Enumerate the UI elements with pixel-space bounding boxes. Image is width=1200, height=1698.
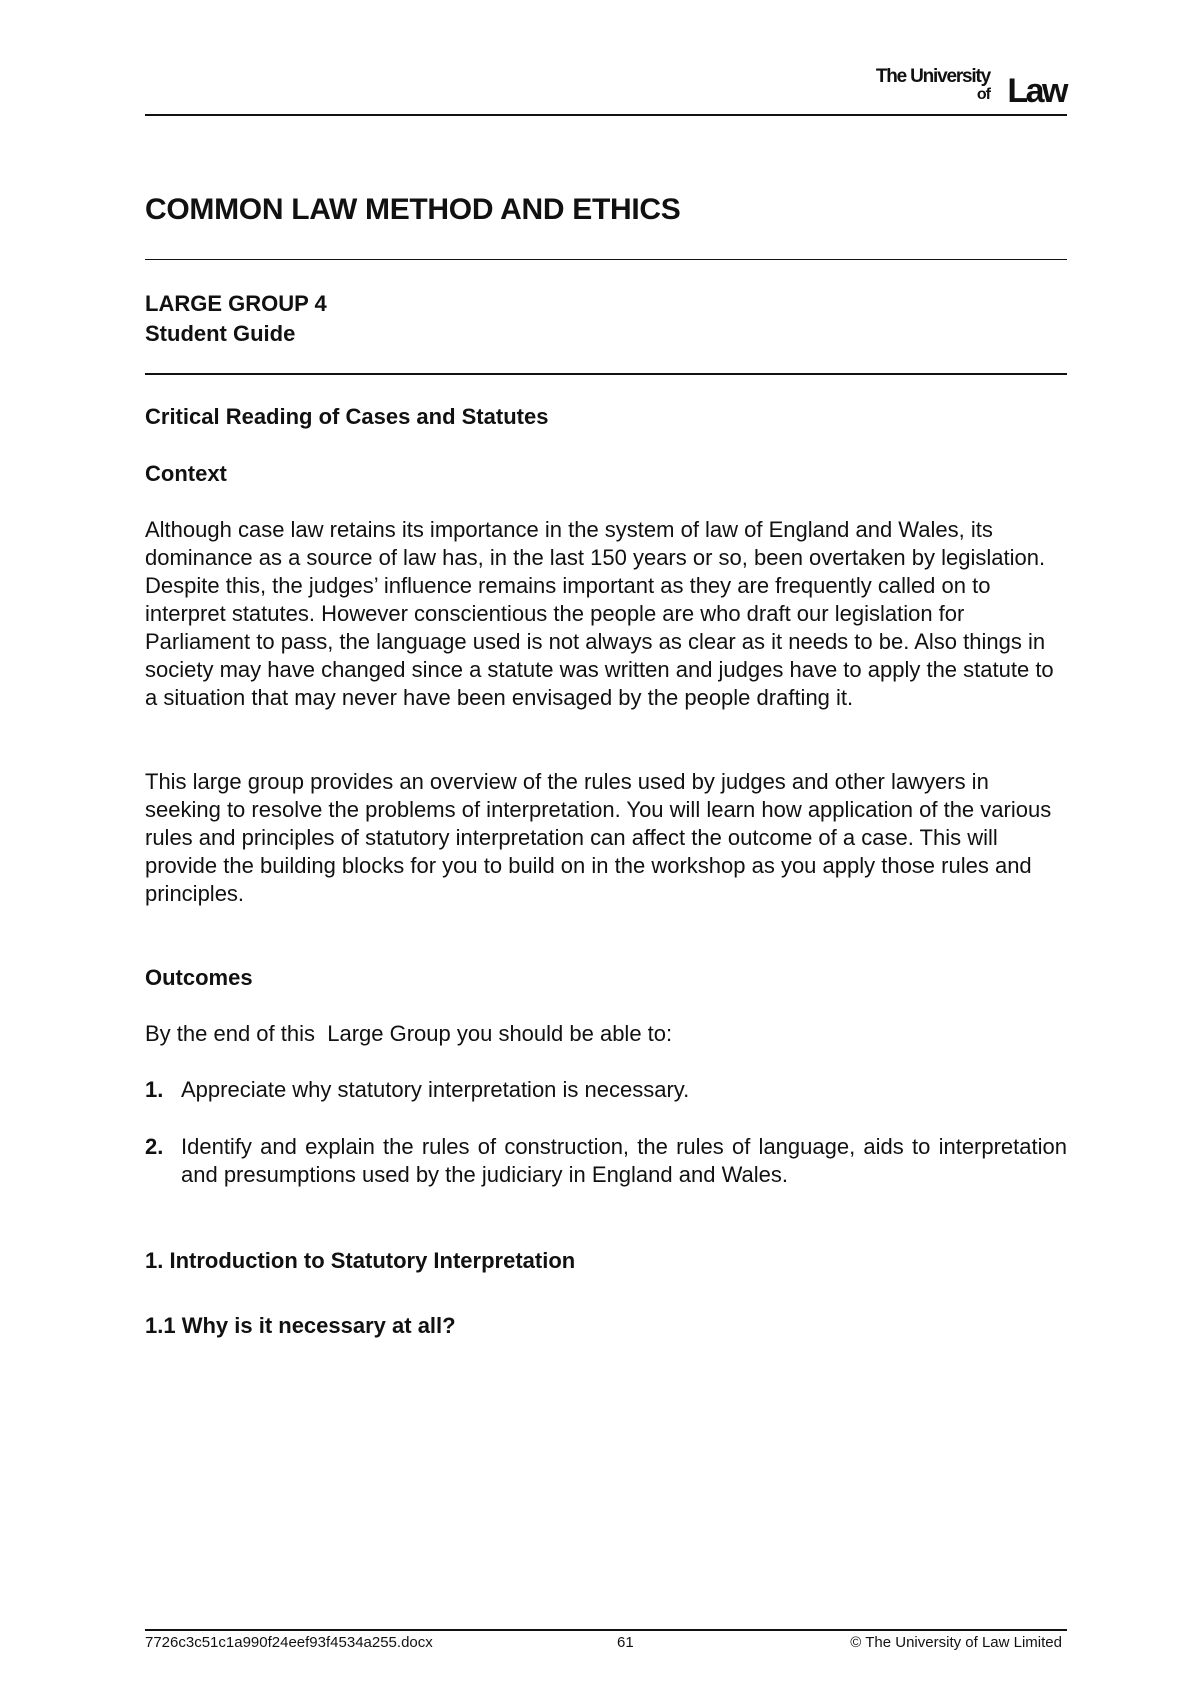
student-guide-label: Student Guide <box>145 321 296 346</box>
outcomes-heading: Outcomes <box>145 965 253 990</box>
section-1-heading: 1. Introduction to Statutory Interpretation <box>145 1248 576 1273</box>
outcomes-intro: By the end of this Large Group you should be able to: <box>145 1021 673 1046</box>
outcome-number: 1. <box>145 1077 164 1102</box>
footer-page-number: 61 <box>617 1634 634 1651</box>
context-paragraph-1: Although case law retains its importance in the system of law of England and Wales, its dominance as a source of law has, in the last 150 years or so, been overtaken by legislation. Despite this, the judges’ influence remains important as they are frequently called on to interpret statutes. However conscientious the people are who draft our legislation for Parliament to pass, the language used is not always as clear as it needs to be. Also things in society may have changed since a statute was written and judges have to apply the statute to a situation that may never have been envisaged by the people drafting it. <box>145 517 1054 710</box>
section-title: Critical Reading of Cases and Statutes <box>145 404 549 429</box>
footer-divider <box>145 1629 1067 1631</box>
footer-copyright: © The University of Law Limited <box>850 1634 1062 1651</box>
logo-line-the-university: The University <box>875 66 990 87</box>
outcome-item <box>145 1076 1067 1104</box>
title-divider <box>145 259 1067 260</box>
context-heading: Context <box>145 461 227 486</box>
outcome-item <box>145 1133 1067 1189</box>
logo-line-law: Law <box>1007 72 1066 110</box>
section-1-1-heading: 1.1 Why is it necessary at all? <box>145 1313 456 1338</box>
footer-filename: 7726c3c51c1a990f24eef93f4534a255.docx <box>145 1634 433 1651</box>
outcome-text: Identify and explain the rules of construction, the rules of language, aids to interpretation and presumptions used by the judiciary in England and Wales. <box>181 1134 1067 1187</box>
document-title: COMMON LAW METHOD AND ETHICS <box>145 193 681 226</box>
large-group-label: LARGE GROUP 4 <box>145 291 327 316</box>
university-logo <box>858 64 1068 110</box>
context-paragraph-2: This large group provides an overview of the rules used by judges and other lawyers in seeking to resolve the problems of interpretation. You will learn how application of the various rules and principles of statutory interpretation can affect the outcome of a case. This will provide the building blocks for you to build on in the workshop as you apply those rules and principles. <box>145 769 1052 906</box>
section-divider <box>145 373 1067 375</box>
logo-line-of: of <box>976 86 990 103</box>
header-divider <box>145 114 1067 116</box>
outcome-number: 2. <box>145 1134 164 1159</box>
outcome-text: Appreciate why statutory interpretation is necessary. <box>181 1077 690 1102</box>
group-block <box>145 289 327 349</box>
